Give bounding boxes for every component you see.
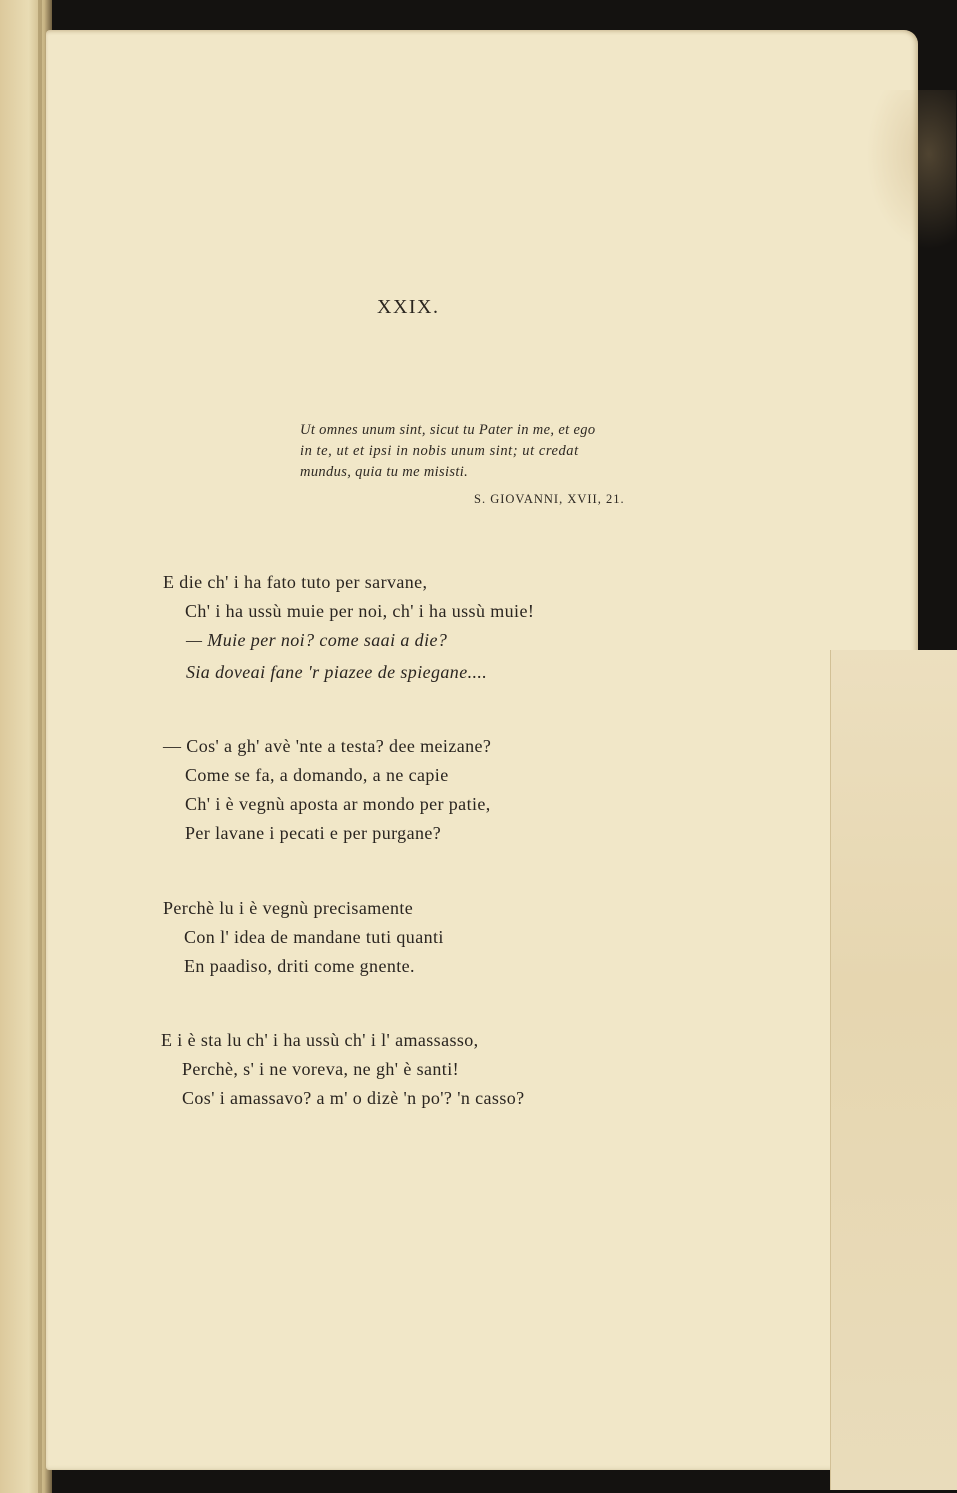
- verse-line: Perchè lu i è vegnù precisamente: [163, 898, 414, 918]
- verse-line: Ch' i è vegnù aposta ar mondo per patie,: [185, 794, 491, 814]
- verse-line: Con l' idea de mandane tuti quanti: [184, 927, 444, 947]
- binding-fold: [38, 0, 42, 1493]
- epigraph-line: mundus, quia tu me misisti.: [300, 464, 469, 480]
- epigraph-line: in te, ut et ipsi in nobis unum sint; ut credat: [300, 443, 579, 459]
- poem-number-heading: XXIX.: [377, 296, 440, 318]
- page-stain: [830, 650, 957, 1490]
- epigraph-attribution: S. GIOVANNI, XVII, 21.: [474, 492, 625, 506]
- facing-page-edge: [0, 0, 52, 1493]
- verse-line: E i è sta lu ch' i ha ussù ch' i l' amassasso,: [161, 1030, 479, 1050]
- verse-line: Come se fa, a domando, a ne capie: [185, 765, 449, 785]
- epigraph: [300, 420, 680, 483]
- verse-line: Sia doveai fane 'r piazee de spiegane....: [186, 662, 488, 682]
- verse-line: Ch' i ha ussù muie per noi, ch' i ha ussù muie!: [185, 601, 535, 621]
- verse-line: Perchè, s' i ne voreva, ne gh' è santi!: [182, 1059, 459, 1079]
- corner-stain: [866, 90, 956, 250]
- verse-line: Cos' i amassavo? a m' o dizè 'n po'? 'n casso?: [182, 1088, 525, 1108]
- verse-line: En paadiso, driti come gnente.: [184, 956, 415, 976]
- verse-line: E die ch' i ha fato tuto per sarvane,: [163, 572, 428, 592]
- verse-line: — Cos' a gh' avè 'nte a testa? dee meizane?: [163, 736, 492, 756]
- verse-line: Per lavane i pecati e per purgane?: [185, 823, 442, 843]
- verse-line: — Muie per noi? come saai a die?: [186, 630, 448, 650]
- epigraph-line: Ut omnes unum sint, sicut tu Pater in me, et ego: [300, 422, 596, 438]
